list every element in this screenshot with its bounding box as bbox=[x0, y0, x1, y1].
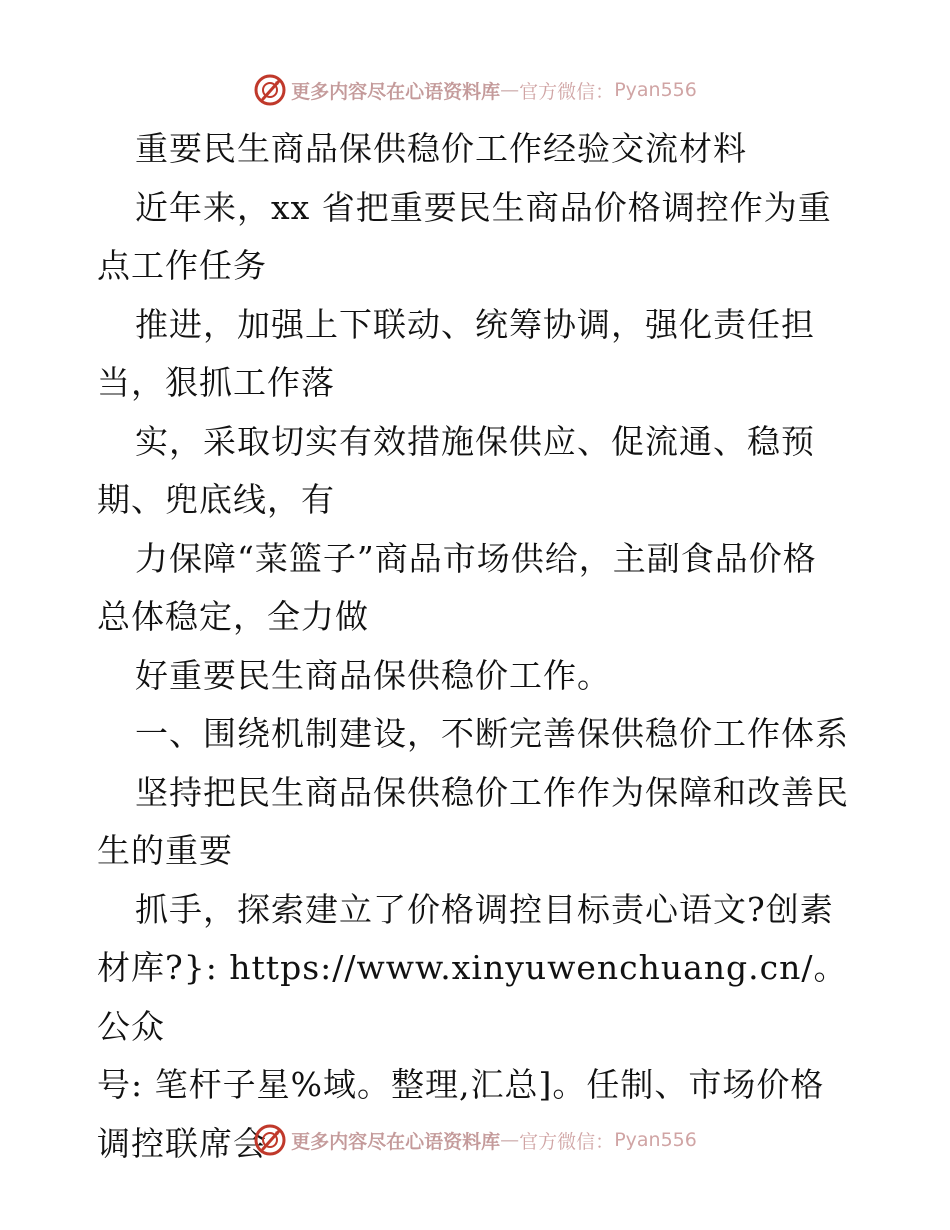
wechat-id: Pyan556 bbox=[614, 79, 697, 101]
document-line: 坚持把民生商品保供稳价工作作为保障和改善民 bbox=[135, 772, 849, 812]
document-line: 实，采取切实有效措施保供应、促流通、稳预 bbox=[135, 421, 815, 461]
header-banner bbox=[0, 70, 950, 110]
document-line: 调控联席会 bbox=[97, 1123, 267, 1163]
document-line: 生的重要 bbox=[97, 831, 233, 870]
banner-separator: — bbox=[500, 1129, 520, 1151]
library-promo-text: 更多内容尽在心语资料库 bbox=[291, 1130, 501, 1153]
document-line: 当，狠抓工作落 bbox=[97, 363, 335, 402]
library-logo-icon bbox=[253, 73, 287, 107]
document-line: 号: 笔杆子星%域。整理,汇总]。任制、市场价格 bbox=[97, 1065, 825, 1104]
library-promo-text: 更多内容尽在心语资料库 bbox=[291, 80, 501, 103]
document-line: 推进，加强上下联动、统筹协调，强化责任担 bbox=[135, 304, 815, 344]
document-line: 好重要民生商品保供稳价工作。 bbox=[135, 655, 611, 695]
footer-banner bbox=[0, 1120, 950, 1160]
wechat-label: 官方微信： bbox=[519, 1130, 615, 1153]
document-line: 总体稳定，全力做 bbox=[97, 597, 369, 636]
wechat-label: 官方微信： bbox=[519, 80, 615, 103]
document-line: 材库?}: https://www.xinyuwenchuang.cn/。公众 bbox=[97, 948, 848, 1046]
document-line: 点工作任务 bbox=[97, 246, 267, 285]
document-body bbox=[97, 120, 877, 1173]
document-line: 抓手，探索建立了价格调控目标责心语文?创素 bbox=[135, 889, 834, 929]
library-logo-icon bbox=[253, 1123, 287, 1157]
document-line: 重要民生商品保供稳价工作经验交流材料 bbox=[135, 129, 747, 168]
wechat-id: Pyan556 bbox=[614, 1129, 697, 1151]
document-line: 近年来，xx 省把重要民生商品价格调控作为重 bbox=[135, 187, 832, 227]
document-line: 一、围绕机制建设，不断完善保供稳价工作体系 bbox=[135, 714, 849, 753]
banner-separator: — bbox=[500, 79, 520, 101]
document-line: 力保障“菜篮子”商品市场供给，主副食品价格 bbox=[135, 538, 817, 578]
document-line: 期、兜底线，有 bbox=[97, 480, 335, 519]
